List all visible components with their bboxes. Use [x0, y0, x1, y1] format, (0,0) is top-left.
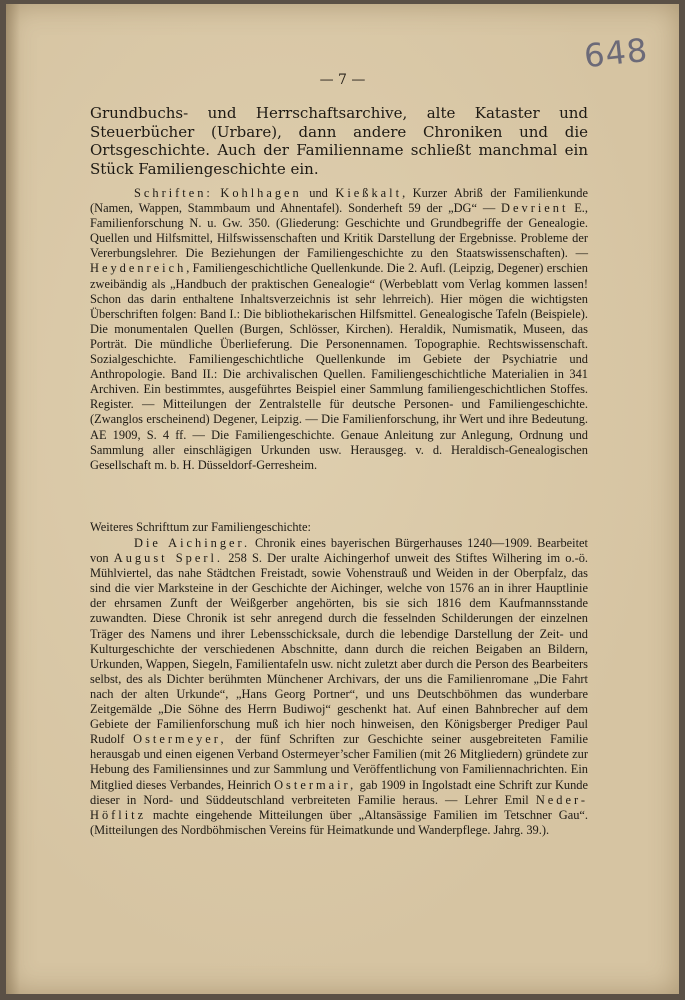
handwritten-folio-number: 648	[582, 30, 650, 76]
aichinger-text-3: der fünf Schriften zur Geschichte seiner ausgebreiteten Familie herausgab und einen eigenen Verband Ostermeyer’scher Familien (mit 26 Mitgliedern) gründete zur Hebung des Familiensinnes und zur Sammlung und Veröffentlichung von Familiennachrichten. Ein Mitglied dieses Verbandes, Heinrich	[90, 732, 588, 792]
author-kohlhagen: Kohlhagen	[220, 186, 302, 200]
schriften-text-2: E., Familienforschung N. u. Gw. 350. (Gliederung: Geschichte und Grundbegriffe der Genealogie. Quellen und Hilfsmittel, Hilfswissenschaften und Kritik Darstellung der Ergebnisse. Probleme der Vererbungslehrer. Die Beziehungen der Familiengeschichte zu den Staatswissenschaften). —	[90, 201, 588, 261]
author-kiesskalt: Kießkalt	[335, 186, 403, 200]
weiteres-heading: Weiteres Schrifttum zur Familiengeschichte:	[90, 520, 311, 534]
aichinger-text-1: Chronik eines bayerischen Bürgerhauses 1240—1909. Bearbeitet von	[90, 536, 589, 566]
schriften-text-1: , Kurzer Abriß der Familienkunde (Namen, Wappen, Stammbaum und Ahnentafel). Sonderheft 59 der „DG“ —	[90, 186, 588, 216]
name-ostermair: Ostermair,	[274, 777, 357, 792]
aichinger-text-4: gab 1909 in Ingolstadt eine Schrift zur Kunde dieser in Nord- und Süddeutschland verbreiteten Familie heraus. — Lehrer Emil	[90, 777, 588, 807]
page-spine-shadow	[6, 4, 20, 994]
schriften-label: Schriften:	[134, 186, 213, 200]
aichinger-text-2: 258 S. Der uralte Aichingerhof unweit des Stiftes Wilhering im o.-ö. Mühlviertel, das nahe Städtchen Freistadt, sowie Vohenstrauß und Weiden in der Oberpfalz, das sind die vier Marksteine in der Geschichte der Aichinger, welche von 1576 an in ihrer Hauptlinie der ehrsamen Zunft der Weißgerber angehörten, bis sie sich 1816 dem Kaufmannsstande zuwandten. Diese Chronik ist sehr anregend durch die fesselnden Schilderungen der einzelnen Träger des Namens und ihrer Lebensschicksale, durch die lebendige Darstellung der Zeit- und Kulturgeschichte der verschiedenen Abschnitte, dann durch die reichen Beigaben an Bildern, Urkunden, Wappen, Siegeln, Familientafeln usw. nicht zuletzt aber durch die Person des Bearbeiters selbst, des als Dichter berühmten Münchener Archivars, der uns die Familienromane „Die Fahrt nach der alten Urkunde“, „Hans Georg Portner“, und uns Deutschböhmen das wunderbare Zeitgemälde „Die Söhne des Herrn Budiwoj“ geschenkt hat. Auf einen Bahnbrecher auf dem Gebiete der Familienforschung muß ich hier noch hinweisen, den Königsberger Prediger Paul Rudolf	[90, 551, 589, 747]
schriften-text-3: , Familiengeschichtliche Quellenkunde. Die 2. Aufl. (Leipzig, Degener) erschien zweibändig als „Handbuch der praktischen Genealogie“ (Werbeblatt vom Verlag kommen lassen! Schon das darin enthaltene Inhaltsverzeichnis ist sehr lehrreich). Hier mögen die wichtigsten Überschriften folgen: Band I.: Die bibliothekarischen Hilfsmittel. Genealogische Tafeln (Beispiele). Die monumentalen Quellen (Burgen, Schlösser, Kirchen). Heraldik, Numismatik, Museen, das Porträt. Die mündliche Überlieferung. Die Personennamen. Topographie. Rechtswissenschaft. Sozialgeschichte. Familiengeschichtliche Quellenkunde im Gebiete der Psychiatrie und Anthropologie. Band II.: Die archivalischen Quellen. Familiengeschichtliche Materialien in 341 Archiven. Ein bestimmtes, ausgeführtes Beispiel einer Sammlung familiengeschichtlichen Stoffes. Register. — Mitteilungen der Zentralstelle für deutsche Personen- und Familiengeschichte. (Zwanglos erscheinend) Degener, Leipzig. — Die Familienforschung, ihr Wert und ihre Bedeutung. AE 1909, S. 4 ff. — Die Familiengeschichte. Genaue Anleitung zur Anlegung, Ordnung und Sammlung aller einschlägigen Urkunden usw. Herausgeg. v. d. Heraldisch-Genealogischen Gesellschaft m. b. H. Düsseldorf-Gerresheim.	[90, 261, 588, 472]
schriften-paragraph	[90, 186, 588, 473]
page-number: — 7 —	[319, 72, 366, 88]
name-neder-hoeflitz: Neder-Höflitz	[90, 792, 588, 822]
author-sperl: August Sperl.	[113, 551, 224, 566]
aichinger-text-5: machte eingehende Mitteilungen über „Altansässige Familien im Tetschner Gau“. (Mitteilungen des Nordböhmischen Vereins für Heimatkunde und Wanderpflege. Jahrg. 39.).	[90, 807, 588, 837]
intro-paragraph: Grundbuchs- und Herrschaftsarchive, alte Kataster und Steuerbücher (Urbare), dann andere Chroniken und die Ortsgeschichte. Auch der Familienname schließt manchmal ein Stück Familiengeschichte ein.	[90, 104, 588, 178]
connector-und: und	[301, 186, 336, 200]
title-aichinger: Die Aichinger.	[134, 536, 251, 550]
aichinger-paragraph	[90, 536, 588, 838]
name-ostermeyer: Ostermeyer,	[133, 732, 227, 747]
book-page	[6, 4, 679, 994]
author-heydenreich: Heydenreich	[90, 261, 187, 276]
author-devrient: Devrient	[501, 201, 569, 216]
